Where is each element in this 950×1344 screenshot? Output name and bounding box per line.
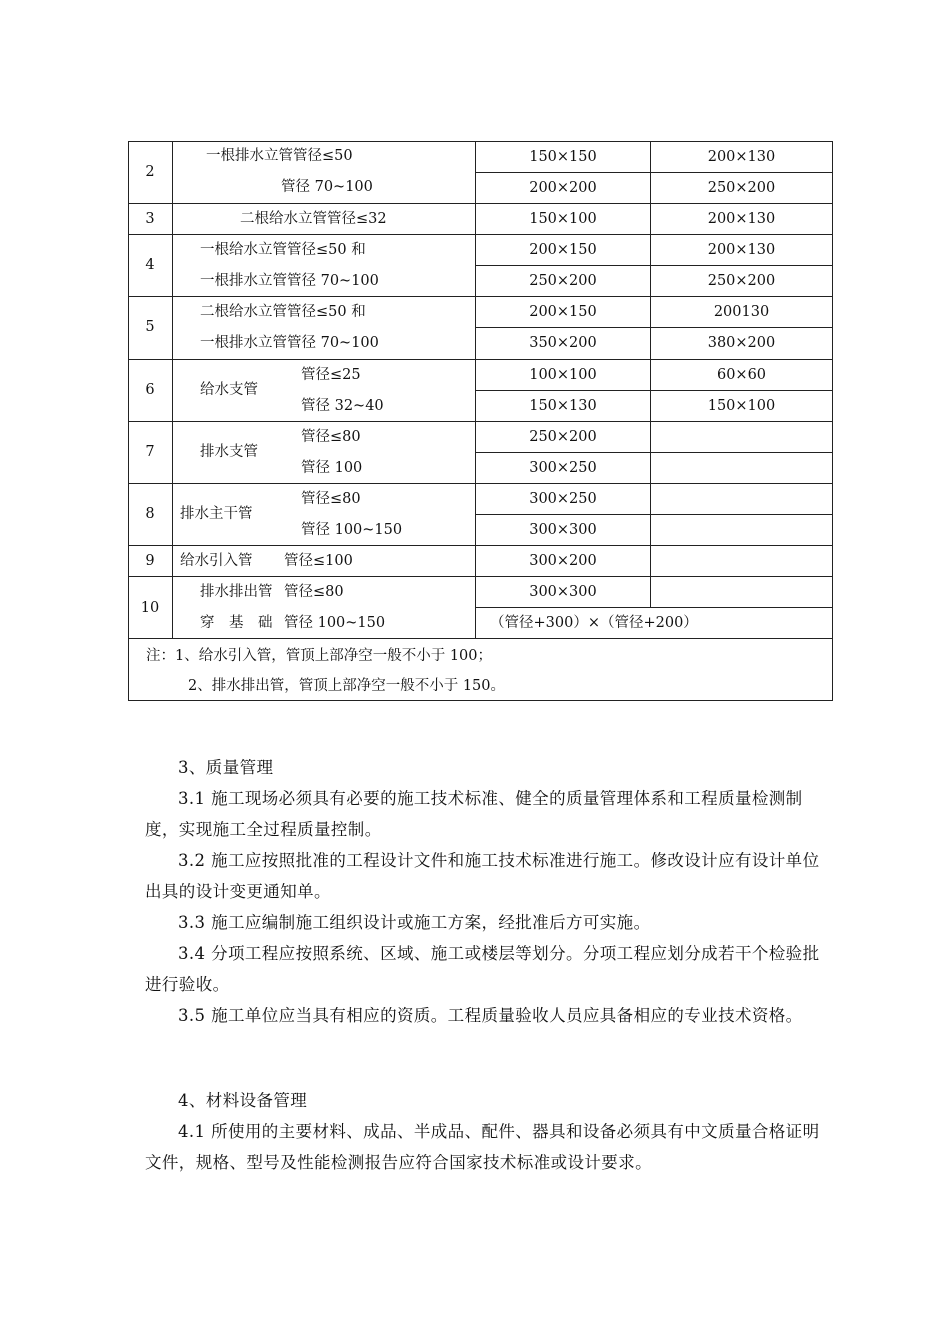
row-number: 4 (145, 257, 155, 273)
row-description: 管径≤100 (284, 553, 353, 569)
row-divider (128, 576, 833, 577)
size-cell: 100×100 (529, 367, 597, 383)
row-description: 一根给水立管管径≤50 和 (200, 242, 366, 258)
row-divider (128, 483, 833, 484)
size-cell: 150×100 (529, 211, 597, 227)
section-4 (145, 1085, 835, 1178)
row-description: 管径 32~40 (301, 398, 384, 414)
table-border-bottom (128, 700, 833, 701)
size-cell: 200×130 (707, 149, 776, 165)
table-border-right (832, 141, 833, 701)
row-label: 排水支管 (200, 444, 258, 460)
row-divider (128, 359, 833, 360)
row-label: 排水主干管 (180, 506, 253, 522)
row-description: 管径 100~150 (301, 522, 403, 538)
size-cell: 350×200 (529, 335, 597, 351)
paragraph: 3.1 施工现场必须具有必要的施工技术标准、健全的质量管理体系和工程质量检测制度，实现施工全过程质量控制。 (145, 789, 803, 839)
size-cell: 300×250 (529, 460, 597, 476)
size-cell: 300×300 (529, 584, 597, 600)
row-number: 7 (145, 444, 155, 460)
row-description: 一根排水立管管径≤50 (206, 148, 353, 164)
row-divider (475, 172, 833, 173)
row-description: 管径≤25 (301, 367, 361, 383)
table-note: 注：1、给水引入管，管顶上部净空一般不小于 100； (146, 648, 493, 664)
row-divider (475, 514, 833, 515)
row-number: 5 (145, 319, 155, 335)
row-number: 6 (145, 382, 155, 398)
row-divider (475, 452, 833, 453)
size-cell: 300×250 (529, 491, 597, 507)
row-divider (475, 390, 833, 391)
row-divider (128, 421, 833, 422)
row-divider (128, 234, 833, 235)
paragraph: 3.3 施工应编制施工组织设计或施工方案，经批准后方可实施。 (178, 913, 651, 932)
paragraph: 3.4 分项工程应按照系统、区域、施工或楼层等划分。分项工程应划分成若干个检验批进行验收。 (145, 944, 820, 994)
row-label: 排水排出管 (200, 584, 273, 600)
row-description: 管径≤80 (301, 491, 361, 507)
section-heading: 4、材料设备管理 (178, 1091, 308, 1110)
row-number: 9 (145, 553, 155, 569)
row-description: 管径 70~100 (281, 179, 373, 195)
size-cell: 300×200 (529, 553, 597, 569)
size-cell: 250×200 (707, 273, 776, 289)
row-number: 8 (145, 506, 155, 522)
row-description: 一根排水立管管径 70~100 (200, 335, 379, 351)
row-divider (128, 545, 833, 546)
row-description: 管径 100~150 (284, 615, 386, 631)
row-divider (475, 607, 833, 608)
row-number: 10 (140, 600, 160, 616)
paragraph: 3.5 施工单位应当具有相应的资质。工程质量验收人员应具备相应的专业技术资格。 (178, 1006, 803, 1025)
column-divider (172, 141, 173, 638)
size-cell: 150×150 (529, 149, 597, 165)
size-cell: 200130 (713, 304, 770, 320)
row-description: 管径≤80 (284, 584, 344, 600)
row-label: 给水支管 (200, 382, 258, 398)
row-label: 给水引入管 (180, 553, 253, 569)
size-cell: 250×200 (529, 273, 597, 289)
row-divider (128, 203, 833, 204)
size-cell: 250×200 (707, 180, 776, 196)
table-note: 2、排水排出管，管顶上部净空一般不小于 150。 (188, 678, 506, 694)
size-cell: 300×300 (529, 522, 597, 538)
paragraph: 3.2 施工应按照批准的工程设计文件和施工技术标准进行施工。修改设计应有设计单位出具的设计变更通知单。 (145, 851, 820, 901)
row-divider (128, 638, 833, 639)
row-description: 二根给水立管管径≤50 和 (200, 304, 366, 320)
specification-table (128, 141, 833, 701)
row-divider (128, 296, 833, 297)
size-cell: 60×60 (716, 367, 767, 383)
row-number: 2 (145, 164, 155, 180)
row-description: 二根给水立管管径≤32 (240, 211, 387, 227)
size-cell: 150×130 (529, 398, 597, 414)
row-description: 管径 100 (301, 460, 363, 476)
section-3 (145, 752, 835, 1031)
size-cell: 200×150 (529, 304, 597, 320)
row-label: 穿 基 础 (200, 615, 273, 631)
row-divider (475, 327, 833, 328)
paragraph: 4.1 所使用的主要材料、成品、半成品、配件、器具和设备必须具有中文质量合格证明文件，规格、型号及性能检测报告应符合国家技术标准或设计要求。 (145, 1122, 820, 1172)
size-cell: 200×150 (529, 242, 597, 258)
row-divider (475, 265, 833, 266)
size-cell: 150×100 (707, 398, 776, 414)
section-heading: 3、质量管理 (178, 758, 274, 777)
size-cell: 200×130 (707, 211, 776, 227)
size-cell: 200×130 (707, 242, 776, 258)
size-cell: 200×200 (529, 180, 597, 196)
table-border-top (128, 141, 833, 142)
row-description: 管径≤80 (301, 429, 361, 445)
row-description: 一根排水立管管径 70~100 (200, 273, 379, 289)
size-cell: 380×200 (707, 335, 776, 351)
merged-size-cell: （管径+300）×（管径+200） (490, 615, 698, 631)
size-cell: 250×200 (529, 429, 597, 445)
row-number: 3 (145, 211, 155, 227)
